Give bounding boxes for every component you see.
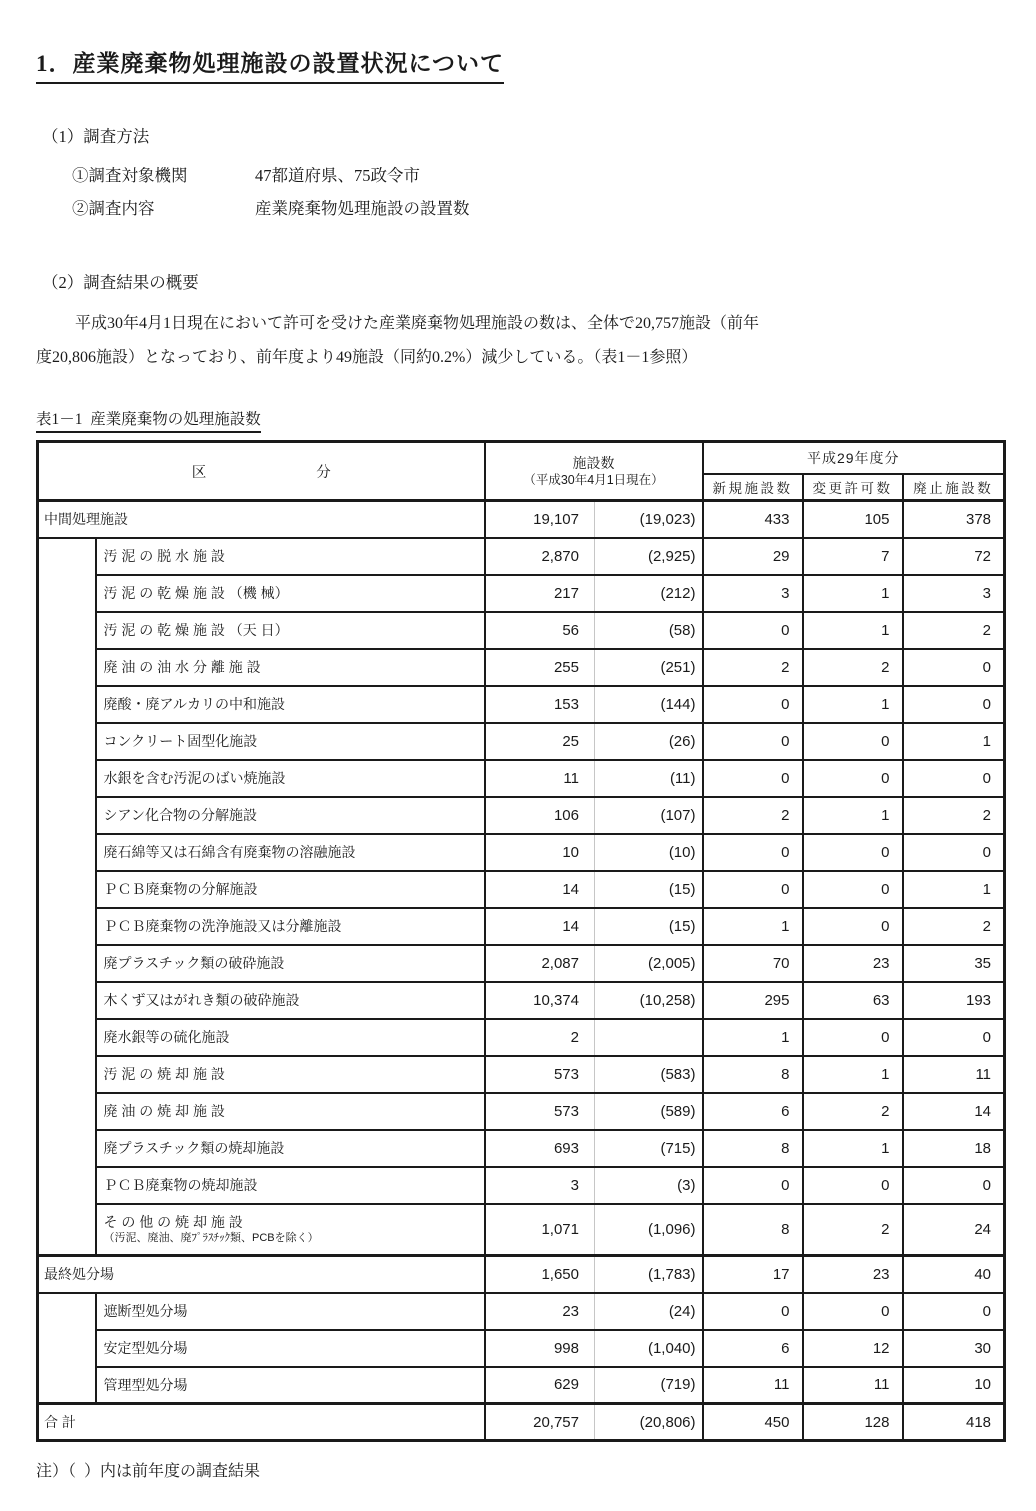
cell-abolished-facilities: 35 — [903, 945, 1005, 982]
cell-facility-count: 153 — [485, 686, 595, 723]
cell-prev-year-count: (1,783) — [595, 1256, 703, 1293]
cell-abolished-facilities: 0 — [903, 834, 1005, 871]
summary-paragraph — [36, 307, 1003, 375]
cell-change-permits: 2 — [803, 1093, 903, 1130]
header-category-char-left: 区 — [191, 464, 207, 481]
row-label: 汚 泥 の 焼 却 施 設 — [96, 1056, 485, 1093]
item2-value: 産業廃棄物処理施設の設置数 — [255, 199, 470, 218]
cell-new-facilities: 0 — [703, 871, 803, 908]
table-row — [38, 760, 1005, 797]
table-header-row-1 — [38, 442, 1005, 474]
header-facility-count-date: （平成30年4月1日現在） — [523, 472, 664, 487]
cell-prev-year-count: (2,005) — [595, 945, 703, 982]
row-label-note: （汚泥、廃油、廃ﾌﾟﾗｽﾁｯｸ類、PCBを除く） — [103, 1231, 319, 1244]
cell-prev-year-count — [595, 1019, 703, 1056]
cell-new-facilities: 0 — [703, 686, 803, 723]
cell-change-permits: 1 — [803, 1056, 903, 1093]
cell-abolished-facilities: 0 — [903, 1293, 1005, 1330]
row-label: 廃水銀等の硫化施設 — [96, 1019, 485, 1056]
cell-abolished-facilities: 10 — [903, 1367, 1005, 1404]
cell-abolished-facilities: 11 — [903, 1056, 1005, 1093]
cell-change-permits: 0 — [803, 908, 903, 945]
cell-facility-count: 217 — [485, 575, 595, 612]
table-row — [38, 1130, 1005, 1167]
cell-change-permits: 0 — [803, 834, 903, 871]
cell-change-permits: 1 — [803, 575, 903, 612]
cell-abolished-facilities: 1 — [903, 871, 1005, 908]
table-row — [38, 797, 1005, 834]
cell-abolished-facilities: 3 — [903, 575, 1005, 612]
row-label: 木くず又はがれき類の破砕施設 — [96, 982, 485, 1019]
cell-facility-count: 23 — [485, 1293, 595, 1330]
cell-facility-count: 2,087 — [485, 945, 595, 982]
cell-change-permits: 0 — [803, 1167, 903, 1204]
cell-facility-count: 998 — [485, 1330, 595, 1367]
cell-abolished-facilities: 0 — [903, 1167, 1005, 1204]
table-row — [38, 1256, 1005, 1293]
cell-change-permits: 0 — [803, 723, 903, 760]
cell-change-permits: 12 — [803, 1330, 903, 1367]
table-row — [38, 1293, 1005, 1330]
cell-change-permits: 1 — [803, 612, 903, 649]
cell-prev-year-count: (10) — [595, 834, 703, 871]
cell-change-permits: 0 — [803, 1293, 903, 1330]
row-label: ＰＣＢ廃棄物の分解施設 — [96, 871, 485, 908]
cell-prev-year-count: (144) — [595, 686, 703, 723]
row-label: 中間処理施設 — [38, 501, 485, 538]
cell-abolished-facilities: 2 — [903, 908, 1005, 945]
cell-abolished-facilities: 0 — [903, 686, 1005, 723]
row-label: ＰＣＢ廃棄物の洗浄施設又は分離施設 — [96, 908, 485, 945]
section-survey-method — [36, 123, 1003, 225]
row-label: 安定型処分場 — [96, 1330, 485, 1367]
table-row — [38, 982, 1005, 1019]
section1-items — [72, 159, 1003, 225]
row-label: 最終処分場 — [38, 1256, 485, 1293]
cell-change-permits: 2 — [803, 649, 903, 686]
cell-facility-count: 629 — [485, 1367, 595, 1404]
cell-abolished-facilities: 2 — [903, 797, 1005, 834]
cell-prev-year-count: (589) — [595, 1093, 703, 1130]
cell-facility-count: 10,374 — [485, 982, 595, 1019]
cell-new-facilities: 11 — [703, 1367, 803, 1404]
row-label — [96, 1204, 485, 1256]
row-label: 管理型処分場 — [96, 1367, 485, 1404]
cell-change-permits: 7 — [803, 538, 903, 575]
cell-facility-count: 106 — [485, 797, 595, 834]
cell-facility-count: 19,107 — [485, 501, 595, 538]
page-title-text: 1．産業廃棄物処理施設の設置状況について — [36, 45, 504, 84]
cell-abolished-facilities: 193 — [903, 982, 1005, 1019]
cell-change-permits: 63 — [803, 982, 903, 1019]
row-label: 合 計 — [38, 1404, 485, 1441]
cell-new-facilities: 29 — [703, 538, 803, 575]
item1-label: ①調査対象機関 — [72, 166, 188, 185]
table-caption-row — [36, 375, 1003, 433]
cell-abolished-facilities: 418 — [903, 1404, 1005, 1441]
cell-change-permits: 0 — [803, 760, 903, 797]
cell-prev-year-count: (212) — [595, 575, 703, 612]
cell-new-facilities: 1 — [703, 1019, 803, 1056]
cell-new-facilities: 0 — [703, 1167, 803, 1204]
cell-facility-count: 693 — [485, 1130, 595, 1167]
section2-heading: （2）調査結果の概要 — [42, 273, 199, 292]
cell-abolished-facilities: 1 — [903, 723, 1005, 760]
cell-abolished-facilities: 2 — [903, 612, 1005, 649]
cell-facility-count: 25 — [485, 723, 595, 760]
row-label: 廃石綿等又は石綿含有廃棄物の溶融施設 — [96, 834, 485, 871]
cell-new-facilities: 0 — [703, 723, 803, 760]
cell-facility-count: 3 — [485, 1167, 595, 1204]
section1-heading: （1）調査方法 — [42, 127, 150, 146]
cell-change-permits: 23 — [803, 1256, 903, 1293]
cell-facility-count: 56 — [485, 612, 595, 649]
table-row — [38, 834, 1005, 871]
row-label: ＰＣＢ廃棄物の焼却施設 — [96, 1167, 485, 1204]
indent-cell — [38, 1293, 96, 1404]
table-row-total — [38, 1404, 1005, 1441]
cell-prev-year-count: (107) — [595, 797, 703, 834]
cell-change-permits: 2 — [803, 1204, 903, 1256]
row-label: 廃プラスチック類の破砕施設 — [96, 945, 485, 982]
cell-change-permits: 105 — [803, 501, 903, 538]
table-row — [38, 1167, 1005, 1204]
table-body — [38, 501, 1005, 1441]
cell-new-facilities: 0 — [703, 1293, 803, 1330]
cell-change-permits: 0 — [803, 1019, 903, 1056]
cell-abolished-facilities: 14 — [903, 1093, 1005, 1130]
cell-new-facilities: 6 — [703, 1330, 803, 1367]
cell-facility-count: 10 — [485, 834, 595, 871]
table-header — [38, 442, 1005, 501]
row-label: 廃酸・廃アルカリの中和施設 — [96, 686, 485, 723]
cell-abolished-facilities: 18 — [903, 1130, 1005, 1167]
header-facility-count-title: 施設数 — [572, 454, 615, 471]
cell-prev-year-count: (58) — [595, 612, 703, 649]
cell-facility-count: 14 — [485, 871, 595, 908]
cell-new-facilities: 2 — [703, 797, 803, 834]
cell-prev-year-count: (715) — [595, 1130, 703, 1167]
cell-change-permits: 11 — [803, 1367, 903, 1404]
cell-facility-count: 20,757 — [485, 1404, 595, 1441]
cell-prev-year-count: (3) — [595, 1167, 703, 1204]
cell-facility-count: 1,071 — [485, 1204, 595, 1256]
cell-new-facilities: 8 — [703, 1056, 803, 1093]
row-label: 廃 油 の 油 水 分 離 施 設 — [96, 649, 485, 686]
cell-abolished-facilities: 72 — [903, 538, 1005, 575]
header-new-facilities: 新規施設数 — [703, 474, 803, 501]
cell-facility-count: 255 — [485, 649, 595, 686]
cell-new-facilities: 17 — [703, 1256, 803, 1293]
facility-count-table — [36, 440, 1006, 1442]
cell-facility-count: 2 — [485, 1019, 595, 1056]
table-row — [38, 723, 1005, 760]
row-label: 汚 泥 の 脱 水 施 設 — [96, 538, 485, 575]
table-row — [38, 1204, 1005, 1256]
cell-new-facilities: 8 — [703, 1204, 803, 1256]
cell-abolished-facilities: 0 — [903, 1019, 1005, 1056]
table-caption: 表1－1 産業廃棄物の処理施設数 — [36, 407, 261, 433]
item2-label: ②調査内容 — [72, 199, 155, 218]
cell-new-facilities: 450 — [703, 1404, 803, 1441]
row-label-main: そ の 他 の 焼 却 施 設 — [103, 1213, 243, 1230]
header-abolished-facilities: 廃止施設数 — [903, 474, 1005, 501]
cell-abolished-facilities: 40 — [903, 1256, 1005, 1293]
cell-new-facilities: 8 — [703, 1130, 803, 1167]
cell-facility-count: 2,870 — [485, 538, 595, 575]
cell-new-facilities: 2 — [703, 649, 803, 686]
cell-new-facilities: 0 — [703, 834, 803, 871]
table-row — [38, 538, 1005, 575]
row-label: 水銀を含む汚泥のばい焼施設 — [96, 760, 485, 797]
header-category-text — [39, 461, 484, 482]
cell-change-permits: 23 — [803, 945, 903, 982]
cell-new-facilities: 433 — [703, 501, 803, 538]
cell-abolished-facilities: 378 — [903, 501, 1005, 538]
cell-prev-year-count: (2,925) — [595, 538, 703, 575]
table-row — [38, 1019, 1005, 1056]
table-row — [38, 945, 1005, 982]
cell-prev-year-count: (19,023) — [595, 501, 703, 538]
cell-new-facilities: 3 — [703, 575, 803, 612]
cell-new-facilities: 0 — [703, 760, 803, 797]
cell-prev-year-count: (1,040) — [595, 1330, 703, 1367]
section-survey-results — [36, 269, 1003, 375]
cell-prev-year-count: (1,096) — [595, 1204, 703, 1256]
item1-value: 47都道府県、75政令市 — [255, 166, 420, 185]
table-row — [38, 612, 1005, 649]
table-row — [38, 575, 1005, 612]
header-category — [38, 442, 485, 501]
cell-prev-year-count: (583) — [595, 1056, 703, 1093]
table-row — [38, 501, 1005, 538]
indent-cell — [38, 538, 96, 1256]
cell-new-facilities: 6 — [703, 1093, 803, 1130]
page-title — [36, 42, 1003, 84]
table-row — [38, 649, 1005, 686]
row-label: 廃プラスチック類の焼却施設 — [96, 1130, 485, 1167]
list-item — [72, 159, 1003, 192]
cell-prev-year-count: (10,258) — [595, 982, 703, 1019]
row-label: 廃 油 の 焼 却 施 設 — [96, 1093, 485, 1130]
header-facility-count — [485, 442, 703, 501]
cell-prev-year-count: (15) — [595, 871, 703, 908]
table-row — [38, 686, 1005, 723]
cell-new-facilities: 70 — [703, 945, 803, 982]
cell-abolished-facilities: 24 — [903, 1204, 1005, 1256]
cell-prev-year-count: (719) — [595, 1367, 703, 1404]
cell-abolished-facilities: 0 — [903, 649, 1005, 686]
list-item — [72, 192, 1003, 225]
cell-facility-count: 1,650 — [485, 1256, 595, 1293]
cell-new-facilities: 1 — [703, 908, 803, 945]
table-row — [38, 871, 1005, 908]
cell-change-permits: 1 — [803, 1130, 903, 1167]
row-label: 遮断型処分場 — [96, 1293, 485, 1330]
cell-facility-count: 573 — [485, 1093, 595, 1130]
table-row — [38, 1093, 1005, 1130]
row-label: コンクリート固型化施設 — [96, 723, 485, 760]
cell-prev-year-count: (251) — [595, 649, 703, 686]
cell-change-permits: 1 — [803, 686, 903, 723]
row-label: 汚 泥 の 乾 燥 施 設 （天 日） — [96, 612, 485, 649]
cell-change-permits: 1 — [803, 797, 903, 834]
table-row — [38, 1367, 1005, 1404]
header-fy29-group: 平成29年度分 — [703, 442, 1005, 474]
cell-change-permits: 128 — [803, 1404, 903, 1441]
cell-prev-year-count: (15) — [595, 908, 703, 945]
row-label: シアン化合物の分解施設 — [96, 797, 485, 834]
cell-prev-year-count: (26) — [595, 723, 703, 760]
cell-prev-year-count: (24) — [595, 1293, 703, 1330]
cell-prev-year-count: (11) — [595, 760, 703, 797]
cell-abolished-facilities: 30 — [903, 1330, 1005, 1367]
cell-prev-year-count: (20,806) — [595, 1404, 703, 1441]
table-row — [38, 1056, 1005, 1093]
table-footnote: 注）（ ）内は前年度の調査結果 — [36, 1463, 261, 1480]
header-category-char-right: 分 — [316, 464, 331, 481]
cell-facility-count: 14 — [485, 908, 595, 945]
table-row — [38, 1330, 1005, 1367]
table-row — [38, 908, 1005, 945]
cell-facility-count: 573 — [485, 1056, 595, 1093]
paragraph-line: 度20,806施設）となっており、前年度より49施設（同約0.2%）減少している。（表1－1参照） — [36, 349, 698, 366]
cell-change-permits: 0 — [803, 871, 903, 908]
row-label: 汚 泥 の 乾 燥 施 設 （機 械） — [96, 575, 485, 612]
cell-new-facilities: 295 — [703, 982, 803, 1019]
cell-facility-count: 11 — [485, 760, 595, 797]
cell-new-facilities: 0 — [703, 612, 803, 649]
header-change-permits: 変更許可数 — [803, 474, 903, 501]
cell-abolished-facilities: 0 — [903, 760, 1005, 797]
paragraph-line: 平成30年4月1日現在において許可を受けた産業廃棄物処理施設の数は、全体で20,757施設（前年 — [75, 315, 760, 332]
